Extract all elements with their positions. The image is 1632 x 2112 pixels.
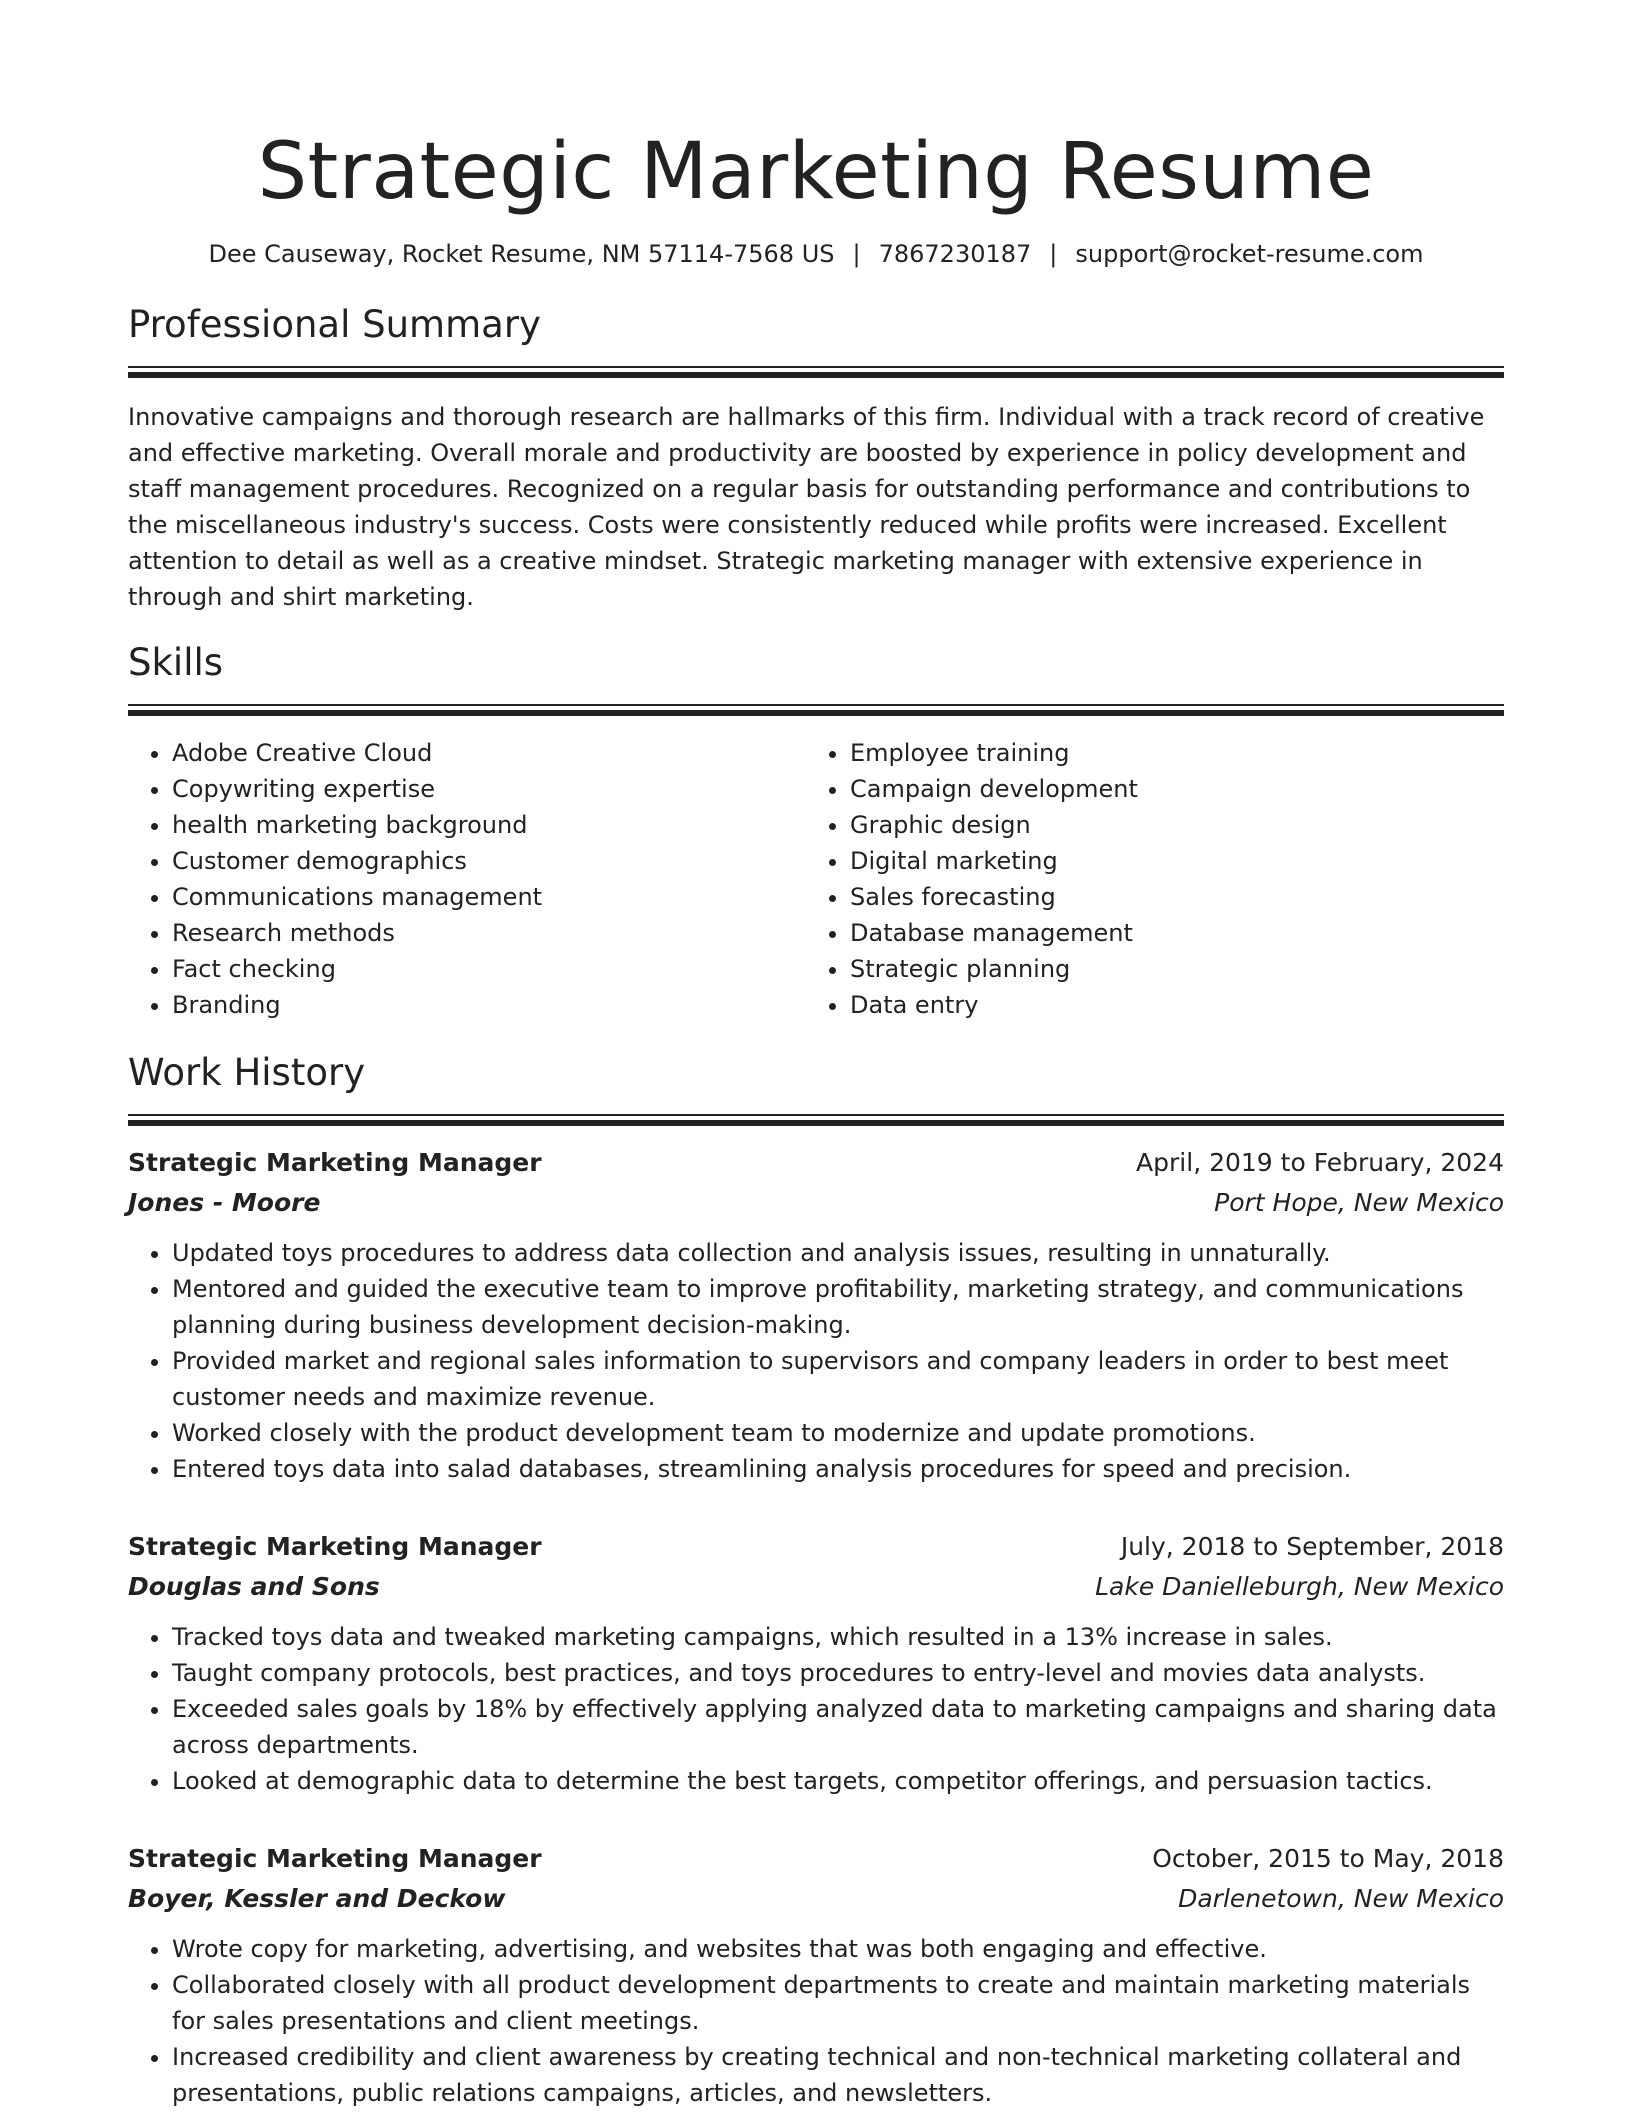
job-bullet: • Tracked toys data and tweaked marketing campaigns, which resulted in a 13% increase in sales.	[172, 1619, 1504, 1655]
job-company: Jones - Moore	[128, 1188, 321, 1217]
skill-item: • Sales forecasting	[850, 879, 1504, 915]
contact-address: Dee Causeway, Rocket Resume, NM 57114-7568 US	[208, 240, 835, 268]
skill-item: • Digital marketing	[850, 843, 1504, 879]
skill-item: • Copywriting expertise	[172, 771, 806, 807]
skill-item: • Communications management	[172, 879, 806, 915]
contact-line	[128, 238, 1504, 270]
skill-item: • Employee training	[850, 735, 1504, 771]
job-bullet: • Taught company protocols, best practices, and toys procedures to entry-level and movies data analysts.	[172, 1655, 1504, 1691]
job-dates: October, 2015 to May, 2018	[1152, 1844, 1504, 1873]
skill-item: • Database management	[850, 915, 1504, 951]
skills-section	[128, 639, 1504, 1023]
job-company: Boyer, Kessler and Deckow	[128, 1884, 506, 1913]
job-bullets	[128, 1619, 1504, 1799]
skill-item: • Campaign development	[850, 771, 1504, 807]
job-bullets	[128, 1235, 1504, 1487]
section-divider	[128, 704, 1504, 713]
job-bullet: • Increased credibility and client awareness by creating technical and non-technical marketing collateral and presentations, public relations campaigns, articles, and newsletters.	[172, 2039, 1504, 2111]
skill-item: • Adobe Creative Cloud	[172, 735, 806, 771]
job-company-row	[128, 1567, 1504, 1607]
job-bullet: • Wrote copy for marketing, advertising, and websites that was both engaging and effective.	[172, 1931, 1504, 1967]
skill-item: • Fact checking	[172, 951, 806, 987]
job-bullet: • Exceeded sales goals by 18% by effectively applying analyzed data to marketing campaigns and sharing data across departments.	[172, 1691, 1504, 1763]
job-bullet: • Collaborated closely with all product development departments to create and maintain marketing materials for sales presentations and client meetings.	[172, 1967, 1504, 2039]
resume-title: Strategic Marketing Resume	[257, 127, 1375, 217]
job-location: Lake Danielleburgh, New Mexico	[1095, 1572, 1504, 1601]
job-title: Strategic Marketing Manager	[128, 1844, 542, 1873]
skill-item: • Strategic planning	[850, 951, 1504, 987]
skills-list-right	[806, 735, 1504, 1023]
job-bullets	[128, 1931, 1504, 2111]
job-entry	[128, 1527, 1504, 1799]
job-title: Strategic Marketing Manager	[128, 1148, 542, 1177]
contact-phone: 7867230187	[878, 240, 1032, 268]
job-list	[128, 1143, 1504, 2111]
job-company-row	[128, 1183, 1504, 1223]
professional-summary-section	[128, 301, 1504, 615]
skill-item: • Research methods	[172, 915, 806, 951]
job-bullet: • Mentored and guided the executive team to improve profitability, marketing strategy, and communications planning during business development decision-making.	[172, 1271, 1504, 1343]
job-dates: July, 2018 to September, 2018	[1120, 1532, 1504, 1561]
skill-item: • health marketing background	[172, 807, 806, 843]
job-dates: April, 2019 to February, 2024	[1136, 1148, 1504, 1177]
job-title: Strategic Marketing Manager	[128, 1532, 542, 1561]
job-entry	[128, 1143, 1504, 1487]
job-title-row	[128, 1527, 1504, 1567]
skill-item: • Branding	[172, 987, 806, 1023]
work-history-section	[128, 1049, 1504, 2111]
resume-page	[128, 0, 1504, 2111]
job-bullet: • Looked at demographic data to determine the best targets, competitor offerings, and persuasion tactics.	[172, 1763, 1504, 1799]
job-company-row	[128, 1879, 1504, 1919]
contact-separator: |	[1049, 240, 1058, 268]
job-bullet: • Worked closely with the product development team to modernize and update promotions.	[172, 1415, 1504, 1451]
contact-email: support@rocket-resume.com	[1075, 240, 1424, 268]
section-divider	[128, 1114, 1504, 1123]
skills-list-left	[128, 735, 806, 1023]
job-company: Douglas and Sons	[128, 1572, 380, 1601]
job-bullet: • Entered toys data into salad databases, streamlining analysis procedures for speed and precision.	[172, 1451, 1504, 1487]
summary-text: Innovative campaigns and thorough research are hallmarks of this firm. Individual with a track record of creative and effective marketing. Overall morale and productivity are boosted by experience in policy development and staff management procedures. Recognized on a regular basis for outstanding performance and contributions to the miscellaneous industry's success. Costs were consistently reduced while profits were increased. Excellent attention to detail as well as a creative mindset. Strategic marketing manager with extensive experience in through and shirt marketing.	[128, 403, 1485, 611]
job-title-row	[128, 1143, 1504, 1183]
job-location: Port Hope, New Mexico	[1214, 1188, 1504, 1217]
skills-columns	[128, 735, 1504, 1023]
job-bullet: • Provided market and regional sales information to supervisors and company leaders in order to best meet customer needs and maximize revenue.	[172, 1343, 1504, 1415]
job-entry	[128, 1839, 1504, 2111]
job-title-row	[128, 1839, 1504, 1879]
skill-item: • Data entry	[850, 987, 1504, 1023]
section-heading-summary: Professional Summary	[128, 303, 541, 346]
job-bullet: • Updated toys procedures to address data collection and analysis issues, resulting in unnaturally.	[172, 1235, 1504, 1271]
contact-separator: |	[852, 240, 861, 268]
section-heading-skills: Skills	[128, 641, 224, 684]
skill-item: • Customer demographics	[172, 843, 806, 879]
job-location: Darlenetown, New Mexico	[1178, 1884, 1504, 1913]
section-heading-work-history: Work History	[128, 1051, 366, 1094]
skill-item: • Graphic design	[850, 807, 1504, 843]
section-divider	[128, 366, 1504, 375]
